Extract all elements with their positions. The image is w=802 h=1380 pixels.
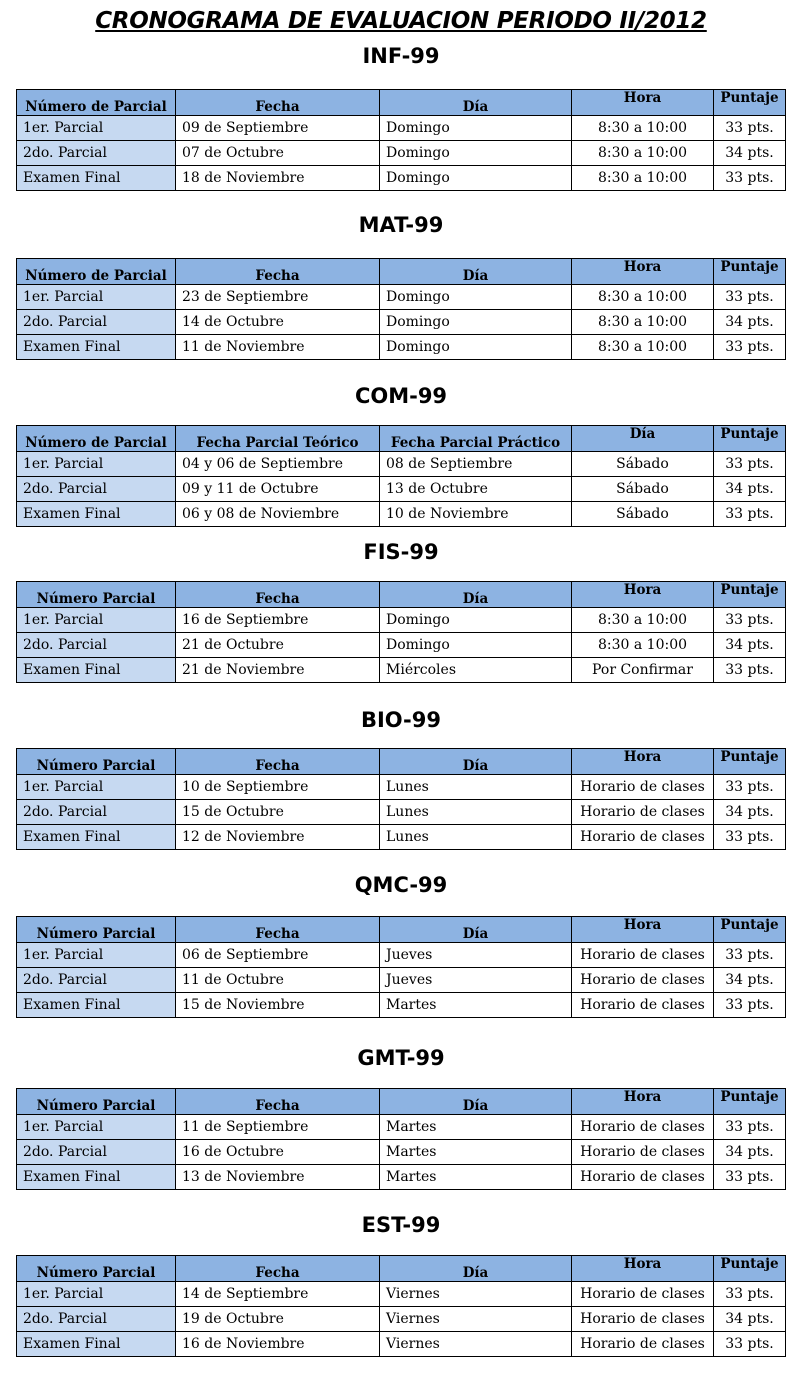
- table-row: [17, 1140, 786, 1165]
- table-cell: Sábado: [572, 502, 714, 527]
- column-header: Fecha: [176, 1089, 380, 1115]
- table-cell: Lunes: [380, 775, 572, 800]
- table-header-row: [17, 259, 786, 285]
- table-cell: 19 de Octubre: [176, 1307, 380, 1332]
- table-cell: Por Confirmar: [572, 658, 714, 683]
- table-cell: 33 pts.: [714, 993, 786, 1018]
- column-header: Día: [380, 259, 572, 285]
- column-header: Hora: [572, 749, 714, 775]
- table-cell: Examen Final: [17, 166, 176, 191]
- schedule-table-gmt-99: [16, 1088, 786, 1190]
- table-cell: 8:30 a 10:00: [572, 141, 714, 166]
- column-header: Puntaje: [714, 582, 786, 608]
- table-cell: Horario de clases: [572, 1115, 714, 1140]
- column-header: Puntaje: [714, 259, 786, 285]
- column-header: Día: [380, 582, 572, 608]
- column-header: Puntaje: [714, 426, 786, 452]
- table-cell: Domingo: [380, 141, 572, 166]
- table-cell: 14 de Septiembre: [176, 1282, 380, 1307]
- column-header: Puntaje: [714, 90, 786, 116]
- table-cell: 8:30 a 10:00: [572, 335, 714, 360]
- column-header: Fecha: [176, 90, 380, 116]
- table-header-row: [17, 582, 786, 608]
- table-cell: 12 de Noviembre: [176, 825, 380, 850]
- table-row: [17, 1332, 786, 1357]
- table-row: [17, 1165, 786, 1190]
- course-title-qmc-99: QMC-99: [354, 873, 448, 897]
- schedule-table-bio-99: [16, 748, 786, 850]
- schedule-table-inf-99: [16, 89, 786, 191]
- table-cell: 33 pts.: [714, 943, 786, 968]
- table-cell: 33 pts.: [714, 1165, 786, 1190]
- table-cell: Domingo: [380, 285, 572, 310]
- table-cell: Examen Final: [17, 1332, 176, 1357]
- table-cell: 2do. Parcial: [17, 800, 176, 825]
- column-header: Hora: [572, 582, 714, 608]
- table-cell: 2do. Parcial: [17, 310, 176, 335]
- table-cell: 15 de Noviembre: [176, 993, 380, 1018]
- table-cell: 04 y 06 de Septiembre: [176, 452, 380, 477]
- table-cell: 34 pts.: [714, 633, 786, 658]
- table-header-row: [17, 917, 786, 943]
- table-header-row: [17, 1089, 786, 1115]
- table-cell: Horario de clases: [572, 825, 714, 850]
- table-cell: 1er. Parcial: [17, 1282, 176, 1307]
- table-cell: 33 pts.: [714, 1282, 786, 1307]
- course-title-com-99: COM-99: [354, 384, 448, 408]
- table-cell: Domingo: [380, 116, 572, 141]
- column-header: Puntaje: [714, 917, 786, 943]
- column-header: Fecha: [176, 1256, 380, 1282]
- table-cell: 34 pts.: [714, 1140, 786, 1165]
- table-cell: 15 de Octubre: [176, 800, 380, 825]
- course-title-fis-99: FIS-99: [363, 540, 439, 564]
- table-cell: 34 pts.: [714, 800, 786, 825]
- table-cell: 13 de Noviembre: [176, 1165, 380, 1190]
- column-header: Fecha: [176, 917, 380, 943]
- schedule-table-est-99: [16, 1255, 786, 1357]
- table-row: [17, 116, 786, 141]
- column-header: Hora: [572, 90, 714, 116]
- table-cell: 33 pts.: [714, 1332, 786, 1357]
- column-header: Día: [380, 1256, 572, 1282]
- table-cell: 33 pts.: [714, 775, 786, 800]
- table-row: [17, 658, 786, 683]
- table-cell: 33 pts.: [714, 608, 786, 633]
- column-header: Número Parcial: [17, 582, 176, 608]
- table-cell: 33 pts.: [714, 452, 786, 477]
- table-cell: 8:30 a 10:00: [572, 285, 714, 310]
- table-cell: 8:30 a 10:00: [572, 608, 714, 633]
- table-cell: 33 pts.: [714, 285, 786, 310]
- course-title-mat-99: MAT-99: [358, 213, 444, 237]
- table-cell: 09 de Septiembre: [176, 116, 380, 141]
- table-row: [17, 993, 786, 1018]
- table-row: [17, 1307, 786, 1332]
- table-cell: 18 de Noviembre: [176, 166, 380, 191]
- table-cell: 16 de Noviembre: [176, 1332, 380, 1357]
- table-cell: 2do. Parcial: [17, 968, 176, 993]
- table-row: [17, 310, 786, 335]
- table-cell: Horario de clases: [572, 1282, 714, 1307]
- table-cell: 1er. Parcial: [17, 1115, 176, 1140]
- table-cell: Martes: [380, 993, 572, 1018]
- column-header: Día: [380, 90, 572, 116]
- table-cell: Horario de clases: [572, 1307, 714, 1332]
- table-cell: 2do. Parcial: [17, 1307, 176, 1332]
- table-cell: Horario de clases: [572, 1165, 714, 1190]
- table-cell: 1er. Parcial: [17, 452, 176, 477]
- column-header: Puntaje: [714, 749, 786, 775]
- table-cell: 1er. Parcial: [17, 775, 176, 800]
- table-cell: 34 pts.: [714, 968, 786, 993]
- table-cell: 1er. Parcial: [17, 116, 176, 141]
- table-cell: 2do. Parcial: [17, 477, 176, 502]
- table-cell: Examen Final: [17, 1165, 176, 1190]
- table-row: [17, 968, 786, 993]
- table-cell: Lunes: [380, 800, 572, 825]
- table-cell: 34 pts.: [714, 141, 786, 166]
- table-cell: 1er. Parcial: [17, 285, 176, 310]
- table-cell: 11 de Octubre: [176, 968, 380, 993]
- table-row: [17, 477, 786, 502]
- schedule-table-qmc-99: [16, 916, 786, 1018]
- column-header: Hora: [572, 1256, 714, 1282]
- table-row: [17, 633, 786, 658]
- column-header: Fecha Parcial Práctico: [380, 426, 572, 452]
- table-cell: Sábado: [572, 477, 714, 502]
- table-cell: 8:30 a 10:00: [572, 633, 714, 658]
- table-cell: 07 de Octubre: [176, 141, 380, 166]
- table-row: [17, 1115, 786, 1140]
- table-cell: Domingo: [380, 633, 572, 658]
- column-header: Día: [572, 426, 714, 452]
- table-cell: Martes: [380, 1115, 572, 1140]
- column-header: Número de Parcial: [17, 426, 176, 452]
- table-row: [17, 800, 786, 825]
- table-cell: Horario de clases: [572, 968, 714, 993]
- table-cell: 10 de Septiembre: [176, 775, 380, 800]
- table-row: [17, 285, 786, 310]
- table-cell: 14 de Octubre: [176, 310, 380, 335]
- table-cell: 09 y 11 de Octubre: [176, 477, 380, 502]
- table-row: [17, 775, 786, 800]
- table-cell: Horario de clases: [572, 993, 714, 1018]
- column-header: Número Parcial: [17, 1089, 176, 1115]
- table-cell: 06 de Septiembre: [176, 943, 380, 968]
- table-cell: 33 pts.: [714, 502, 786, 527]
- column-header: Día: [380, 1089, 572, 1115]
- table-cell: Horario de clases: [572, 1140, 714, 1165]
- table-cell: Horario de clases: [572, 775, 714, 800]
- schedule-table-com-99: [16, 425, 786, 527]
- table-cell: Viernes: [380, 1282, 572, 1307]
- column-header: Número de Parcial: [17, 90, 176, 116]
- document-title: CRONOGRAMA DE EVALUACION PERIODO II/2012: [95, 8, 707, 34]
- table-row: [17, 825, 786, 850]
- table-cell: Domingo: [380, 166, 572, 191]
- table-cell: Examen Final: [17, 658, 176, 683]
- table-row: [17, 452, 786, 477]
- table-cell: 33 pts.: [714, 166, 786, 191]
- column-header: Número Parcial: [17, 917, 176, 943]
- column-header: Día: [380, 749, 572, 775]
- column-header: Número de Parcial: [17, 259, 176, 285]
- table-row: [17, 608, 786, 633]
- table-cell: 10 de Noviembre: [380, 502, 572, 527]
- column-header: Número Parcial: [17, 749, 176, 775]
- table-cell: 8:30 a 10:00: [572, 116, 714, 141]
- column-header: Fecha: [176, 749, 380, 775]
- column-header: Fecha: [176, 259, 380, 285]
- table-cell: 2do. Parcial: [17, 633, 176, 658]
- table-row: [17, 943, 786, 968]
- table-header-row: [17, 1256, 786, 1282]
- table-row: [17, 1282, 786, 1307]
- table-cell: Domingo: [380, 310, 572, 335]
- column-header: Puntaje: [714, 1089, 786, 1115]
- table-cell: 8:30 a 10:00: [572, 166, 714, 191]
- table-cell: Miércoles: [380, 658, 572, 683]
- table-cell: Examen Final: [17, 993, 176, 1018]
- table-cell: 33 pts.: [714, 335, 786, 360]
- course-title-est-99: EST-99: [361, 1213, 441, 1237]
- table-cell: Examen Final: [17, 335, 176, 360]
- table-cell: 16 de Septiembre: [176, 608, 380, 633]
- table-cell: 08 de Septiembre: [380, 452, 572, 477]
- table-cell: 34 pts.: [714, 310, 786, 335]
- table-cell: Lunes: [380, 825, 572, 850]
- table-cell: 2do. Parcial: [17, 141, 176, 166]
- table-cell: Domingo: [380, 608, 572, 633]
- table-cell: Martes: [380, 1165, 572, 1190]
- table-cell: 33 pts.: [714, 825, 786, 850]
- table-cell: Viernes: [380, 1332, 572, 1357]
- table-cell: 21 de Octubre: [176, 633, 380, 658]
- schedule-table-mat-99: [16, 258, 786, 360]
- table-cell: 34 pts.: [714, 1307, 786, 1332]
- table-cell: Horario de clases: [572, 1332, 714, 1357]
- table-cell: Viernes: [380, 1307, 572, 1332]
- table-cell: Horario de clases: [572, 800, 714, 825]
- table-cell: 16 de Octubre: [176, 1140, 380, 1165]
- table-cell: Examen Final: [17, 502, 176, 527]
- table-cell: Horario de clases: [572, 943, 714, 968]
- schedule-table-fis-99: [16, 581, 786, 683]
- table-row: [17, 502, 786, 527]
- table-cell: 11 de Noviembre: [176, 335, 380, 360]
- table-cell: 34 pts.: [714, 477, 786, 502]
- table-cell: 8:30 a 10:00: [572, 310, 714, 335]
- table-cell: Domingo: [380, 335, 572, 360]
- table-row: [17, 166, 786, 191]
- table-cell: 1er. Parcial: [17, 608, 176, 633]
- table-cell: 33 pts.: [714, 1115, 786, 1140]
- course-title-gmt-99: GMT-99: [357, 1046, 445, 1070]
- table-cell: 23 de Septiembre: [176, 285, 380, 310]
- column-header: Día: [380, 917, 572, 943]
- table-cell: 11 de Septiembre: [176, 1115, 380, 1140]
- column-header: Puntaje: [714, 1256, 786, 1282]
- table-row: [17, 141, 786, 166]
- table-header-row: [17, 426, 786, 452]
- table-cell: Jueves: [380, 968, 572, 993]
- table-cell: 33 pts.: [714, 116, 786, 141]
- column-header: Hora: [572, 917, 714, 943]
- table-cell: Martes: [380, 1140, 572, 1165]
- table-header-row: [17, 749, 786, 775]
- course-title-inf-99: INF-99: [362, 44, 440, 68]
- column-header: Número Parcial: [17, 1256, 176, 1282]
- column-header: Hora: [572, 259, 714, 285]
- column-header: Fecha: [176, 582, 380, 608]
- column-header: Hora: [572, 1089, 714, 1115]
- course-title-bio-99: BIO-99: [360, 708, 441, 732]
- table-cell: Jueves: [380, 943, 572, 968]
- table-cell: 21 de Noviembre: [176, 658, 380, 683]
- table-cell: Examen Final: [17, 825, 176, 850]
- column-header: Fecha Parcial Teórico: [176, 426, 380, 452]
- table-cell: 13 de Octubre: [380, 477, 572, 502]
- table-cell: 33 pts.: [714, 658, 786, 683]
- table-cell: 06 y 08 de Noviembre: [176, 502, 380, 527]
- table-header-row: [17, 90, 786, 116]
- table-row: [17, 335, 786, 360]
- table-cell: 2do. Parcial: [17, 1140, 176, 1165]
- table-cell: Sábado: [572, 452, 714, 477]
- table-cell: 1er. Parcial: [17, 943, 176, 968]
